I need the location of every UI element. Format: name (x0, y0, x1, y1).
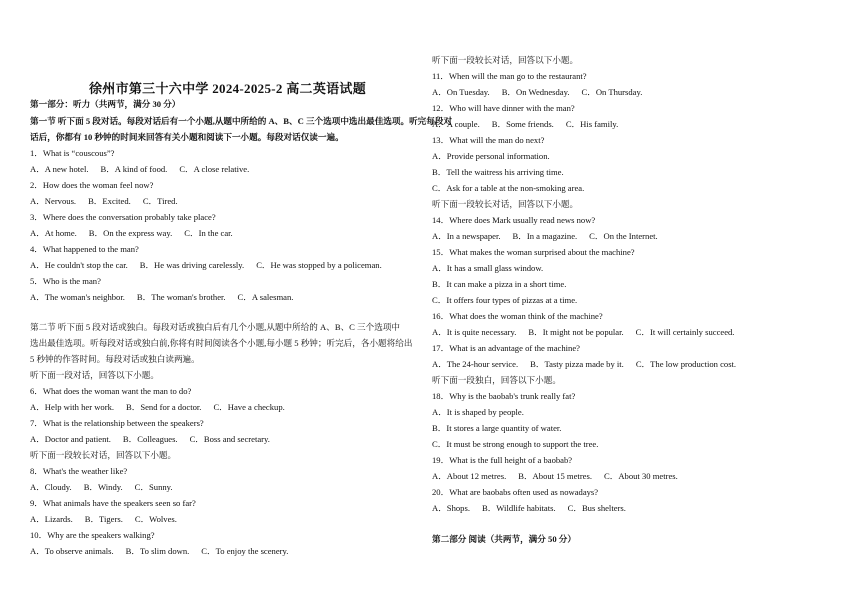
question-options (30, 292, 305, 303)
listening-prompt: 听下面一段较长对话，回答以下小题。 (432, 55, 579, 65)
option-b: B．The woman's brother. (136, 292, 226, 302)
option-a: A．A new hotel. (30, 164, 89, 174)
option-a: A．Provide personal information. (432, 151, 550, 161)
option-c: C．The low production cost. (635, 359, 737, 369)
option-a: A．Lizards. (30, 514, 73, 524)
question-options (30, 260, 394, 271)
question-options (432, 471, 690, 482)
question-stem: 13．What will the man do next? (432, 135, 545, 145)
question-stem: 3．Where does the conversation probably take place? (30, 212, 216, 222)
option-a: A．To observe animals. (30, 546, 114, 556)
option-a: A．Doctor and patient. (30, 434, 111, 444)
option-c: C．Tired. (142, 196, 178, 206)
option-a: A．In a newspaper. (432, 231, 501, 241)
question-stem: 5．Who is the man? (30, 276, 101, 286)
option-b: B．On Wednesday. (501, 87, 570, 97)
listening-prompt: 听下面一段对话，回答以下小题。 (30, 370, 159, 380)
option-b: B．To slim down. (125, 546, 190, 556)
question-options (432, 327, 746, 338)
option-b: B．It stores a large quantity of water. (432, 423, 562, 433)
option-b: B．Excited. (88, 196, 131, 206)
question-stem: 4．What happened to the man? (30, 244, 139, 254)
question-stem: 10．Why are the speakers walking? (30, 530, 155, 540)
part1-heading: 第一部分：听力（共两节，满分 30 分） (30, 99, 181, 109)
question-stem: 20．What are baobabs often used as nowadays? (432, 487, 599, 497)
question-stem: 7．What is the relationship between the speakers? (30, 418, 204, 428)
question-options (432, 231, 670, 242)
option-c: C．In the car. (184, 228, 233, 238)
question-stem: 17．What is an advantage of the machine? (432, 343, 580, 353)
question-options (30, 482, 185, 493)
option-b: B．It can make a pizza in a short time. (432, 279, 567, 289)
option-b: B．On the express way. (88, 228, 173, 238)
section2-instruction-line-2: 选出最佳选项。听每段对话或独白前,你将有时间阅读各个小题,每小题 5 秒钟；听完后，各小题将给出 (30, 338, 413, 348)
question-options (432, 119, 630, 130)
option-b: B．Colleagues. (122, 434, 178, 444)
question-stem: 19．What is the full height of a baobab? (432, 455, 573, 465)
listening-prompt: 听下面一段较长对话，回答以下小题。 (432, 199, 579, 209)
option-a: A．The woman's neighbor. (30, 292, 125, 302)
question-stem: 6．What does the woman want the man to do? (30, 386, 192, 396)
question-options (30, 228, 245, 239)
question-stem: 18．Why is the baobab's trunk really fat? (432, 391, 576, 401)
question-stem: 2．How does the woman feel now? (30, 180, 154, 190)
option-b: B．Windy. (83, 482, 123, 492)
option-c: C．Boss and secretary. (189, 434, 270, 444)
question-stem: 8．What's the weather like? (30, 466, 128, 476)
option-b: B．Send for a doctor. (126, 402, 202, 412)
option-c: C．Sunny. (134, 482, 173, 492)
page-title: 徐州市第三十六中学 2024-2025-2 高二英语试题 (88, 81, 367, 96)
option-b: B．He was driving carelessly. (139, 260, 245, 270)
option-b: B．Tell the waitress his arriving time. (432, 167, 564, 177)
question-stem: 16．What does the woman think of the machine? (432, 311, 603, 321)
question-options (30, 514, 189, 525)
option-a: A．On Tuesday. (432, 87, 490, 97)
question-options (30, 546, 300, 557)
option-c: C．On the Internet. (589, 231, 658, 241)
option-c: C．He was stopped by a policeman. (256, 260, 382, 270)
question-options (432, 87, 654, 98)
option-a: A．It is shaped by people. (432, 407, 524, 417)
question-options (30, 196, 190, 207)
question-options (432, 503, 638, 514)
option-c: C．Have a checkup. (213, 402, 285, 412)
part2-heading: 第二部分 阅读（共两节，满分 50 分） (432, 534, 576, 544)
option-b: B．Tigers. (84, 514, 123, 524)
option-c: C．It must be strong enough to support the tree. (432, 439, 599, 449)
section2-instruction-line-3: 5 秒钟的作答时间。每段对话或独白读两遍。 (30, 354, 200, 364)
option-a: A．A couple. (432, 119, 480, 129)
option-b: B．Some friends. (491, 119, 554, 129)
option-c: C．On Thursday. (581, 87, 643, 97)
option-a: A．Cloudy. (30, 482, 72, 492)
question-options (30, 164, 261, 175)
listening-prompt: 听下面一段较长对话，回答以下小题。 (30, 450, 177, 460)
option-a: A．It is quite necessary. (432, 327, 517, 337)
option-c: C．Bus shelters. (567, 503, 626, 513)
option-a: A．Nervous. (30, 196, 77, 206)
option-a: A．At home. (30, 228, 77, 238)
option-b: B．A kind of food. (100, 164, 168, 174)
option-b: B．Tasty pizza made by it. (530, 359, 624, 369)
option-a: A．Shops. (432, 503, 470, 513)
question-options (30, 434, 282, 445)
option-a: A．It has a small glass window. (432, 263, 544, 273)
question-stem: 14．Where does Mark usually read news now? (432, 215, 596, 225)
option-b: B．In a magazine. (512, 231, 578, 241)
section1-instruction-line-2: 话后，你都有 10 秒钟的时间来回答有关小题和阅读下一小题。每段对话仅读一遍。 (30, 132, 344, 142)
question-stem: 12．Who will have dinner with the man? (432, 103, 575, 113)
question-stem: 1．What is “couscous”? (30, 148, 115, 158)
option-c: C．His family. (565, 119, 619, 129)
question-options (432, 359, 748, 370)
section2-instruction-line-1: 第二节 听下面 5 段对话或独白。每段对话或独白后有几个小题,从题中所给的 A、B、C 三个选项中 (30, 322, 401, 332)
option-c: C．To enjoy the scenery. (201, 546, 289, 556)
option-b: B．Wildlife habitats. (481, 503, 556, 513)
option-c: C．It offers four types of pizzas at a time. (432, 295, 578, 305)
option-a: A．Help with her work. (30, 402, 115, 412)
question-stem: 9．What animals have the speakers seen so far? (30, 498, 196, 508)
option-b: B．About 15 metres. (518, 471, 592, 481)
option-c: C．Wolves. (134, 514, 177, 524)
option-a: A．The 24-hour service. (432, 359, 519, 369)
option-c: C．Ask for a table at the non-smoking area. (432, 183, 585, 193)
option-c: C．A salesman. (237, 292, 294, 302)
question-options (30, 402, 297, 413)
option-b: B．It might not be popular. (528, 327, 624, 337)
option-c: C．About 30 metres. (604, 471, 678, 481)
question-stem: 11．When will the man go to the restaurant? (432, 71, 587, 81)
option-a: A．He couldn't stop the car. (30, 260, 128, 270)
question-stem: 15．What makes the woman surprised about the machine? (432, 247, 635, 257)
option-a: A．About 12 metres. (432, 471, 507, 481)
option-c: C．A close relative. (179, 164, 250, 174)
option-c: C．It will certainly succeed. (635, 327, 735, 337)
section1-instruction-line-1: 第一节 听下面 5 段对话。每段对话后有一个小题,从题中所给的 A、B、C 三个选项中选出最佳选项。听完每段对 (30, 116, 453, 126)
listening-prompt: 听下面一段独白，回答以下小题。 (432, 375, 561, 385)
